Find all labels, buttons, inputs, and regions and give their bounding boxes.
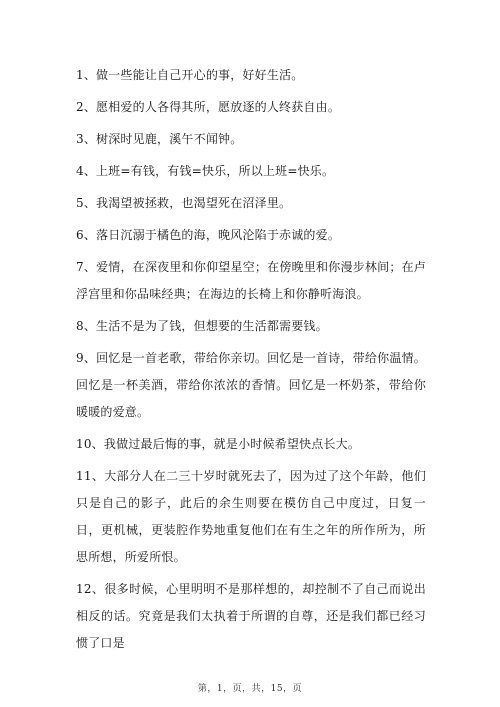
page-number-footer: 第，1，页，共，15，页 bbox=[197, 684, 303, 694]
paragraph-10: 10、我做过最后悔的事，就是小时候希望快点长大。 bbox=[76, 437, 361, 451]
document-body bbox=[76, 62, 426, 662]
paragraph-9: 9、回忆是一首老歌，带给你亲切。回忆是一首诗，带给你温情。回忆是一杯美酒，带给你浓浓的香情。回忆是一杯奶茶，带给你暖暖的爱意。 bbox=[76, 351, 426, 419]
paragraph-1: 1、做一些能让自己开心的事，好好生活。 bbox=[76, 68, 304, 82]
paragraph-3: 3、树深时见鹿，溪午不闻钟。 bbox=[76, 132, 243, 146]
paragraph-6: 6、落日沉溺于橘色的海，晚风沦陷于赤诚的爱。 bbox=[76, 228, 341, 242]
paragraph-2: 2、愿相爱的人各得其所，愿放逐的人终获自由。 bbox=[76, 100, 341, 114]
paragraph-8: 8、生活不是为了钱，但想要的生活都需要钱。 bbox=[76, 319, 328, 333]
paragraph-11: 11、大部分人在二三十岁时就死去了，因为过了这个年龄，他们只是自己的影子，此后的余生则要在模仿自己中度过，日复一日，更机械，更装腔作势地重复他们在有生之年的所作所为，所思所想，所爱所恨。 bbox=[76, 469, 426, 564]
paragraph-5: 5、我渴望被拯救，也渴望死在沼泽里。 bbox=[76, 196, 292, 210]
paragraph-12: 12、很多时候，心里明明不是那样想的，却控制不了自己而说出相反的话。究竟是我们太执着于所谓的自尊，还是我们都已经习惯了口是 bbox=[76, 582, 426, 650]
paragraph-7: 7、爱情，在深夜里和你仰望星空；在傍晚里和你漫步林间；在卢浮宫里和你品味经典；在海边的长椅上和你静听海浪。 bbox=[76, 260, 426, 301]
paragraph-4: 4、上班=有钱，有钱=快乐，所以上班=快乐。 bbox=[76, 164, 335, 178]
